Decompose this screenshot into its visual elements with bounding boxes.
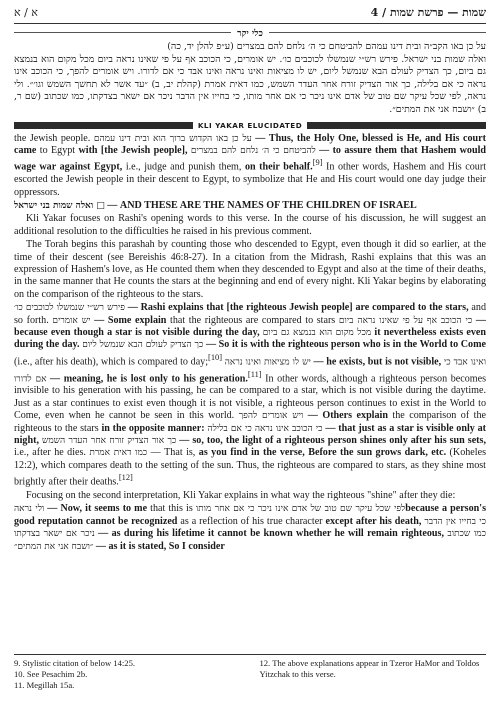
text: In other words, Hashem and His court escorted the Jewish people in their descent to Egypt, to symbolize that He and His court would one day judge their oppressors. (14, 161, 487, 198)
footnotes (14, 654, 486, 691)
text: except after his death, (325, 515, 422, 527)
text: because a person's good reputation cannot be recognized (14, 503, 487, 527)
hebrew-paragraph: על כן באו הקב״ה ובית דינו עמהם להביטחם כי ה׳ נלחם להם במצרים (ע״פ להלן יד, כה) (167, 41, 486, 52)
running-head (14, 6, 486, 24)
hebrew-commentary (14, 41, 486, 117)
text: — Others explain (303, 410, 388, 422)
text: — Now, it seems to me (44, 503, 148, 515)
text: as a reflection of his true character (177, 515, 326, 527)
english-paragraph: Kli Yakar focuses on Rashi's opening words to this verse. In the course of his discussion, he will suggest an additional resolution to the difficulties he raised in his previous comment. (14, 213, 486, 237)
footnotes-left (14, 658, 241, 691)
banner-label: KLI YAKAR ELUCIDATED (197, 120, 303, 130)
text: — Some explain (90, 314, 167, 326)
text: i.e., judge and punish them, (122, 161, 245, 173)
hebrew-quote: לפי שכל עיקר שם טוב של אדם אינו ניכר כי אם אחר מותו (195, 504, 406, 515)
text: — AND THESE ARE THE NAMES OF THE CHILDREN OF ISRAEL (104, 199, 417, 211)
hebrew-quote: כי בחייו אין הדבר ניכר אם ישאר בצדקתו (14, 516, 486, 540)
text: — So it is with the righteous person who is in the World to Come (203, 339, 486, 351)
text: that the righteous are compared to stars (166, 314, 336, 326)
hebrew-quote: יש לו מציאות ואינו נראה (224, 357, 311, 368)
section-label: כלי יקר (237, 29, 263, 39)
hebrew-quote: כי הכוכב אינו נראה כי אם בלילה (207, 423, 323, 434)
text: it nevertheless exists even during the day. (14, 327, 486, 351)
hebrew-quote: ואינו אבד כי אם לדורו (14, 357, 487, 384)
text: and so forth. (14, 302, 486, 326)
footnotes-right (259, 658, 486, 691)
english-heading (14, 200, 486, 212)
hebrew-quote: כך אור הצדיק זורח אחר העדר השמש (41, 435, 177, 446)
banner-bar (14, 122, 193, 129)
section-label-row (14, 24, 486, 41)
text: on their behalf. (244, 161, 313, 173)
divider (14, 32, 231, 33)
text: i.e., after he dies. (14, 447, 86, 459)
text: (i.e., after his death), which is compared to day; (14, 356, 209, 368)
banner-bar (307, 122, 486, 129)
hebrew-quote: כי הכוכב אף על פי שאינו נראה ביום (338, 315, 473, 326)
page (14, 6, 486, 708)
footnote-ref: [9] (312, 158, 323, 168)
footnote-ref: [10] (208, 352, 223, 362)
text: (Koheles 12:2), which compares death to the setting of the sun. Thus, the righteous are compared to stars, as they shine most brightly after their deaths. (14, 447, 486, 488)
hebrew-quote: כמו שכתוב ״ושבח אני את המתים״ (14, 529, 487, 552)
divider (269, 32, 486, 33)
text: — That is, (147, 447, 199, 459)
hebrew-paragraph: ואלה שמות בני ישראל. פירש רש״י שנמשלו לכוכבים כו׳. יש אומרים, כי הכוכב אף על פי שאינו נראה ביום מכל מקום הוא בנמצא גם ביום, כך הצדיק לעולם הבא שנמשל ליום, יש לו מציאות ואינו נראה ואינו אבד כי אם לדורו. ויש אומרים להפך, כי הכוכב אינו נראה כי אם בלילה, כך אור הצדיק זורח אחר העדר השמש, כמו דאית אמרת (קהלת יב, ב) ״עד אשר לא תחשך השמש וגו׳״. ולי נראה, לפי שכל עיקר שם טוב של אדם אינו ניכר כי אם אחר מותו, כי בחייו אין הדבר ניכר אם ישאר בצדקתו, כמו שכתוב (שם ר, ב) ״ושבח אני את המתים״. (14, 53, 486, 115)
footnote-ref: [11] (247, 369, 262, 379)
text: In other words, although a righteous person becomes invisible to his generation with his passing, he can be compared to a star, which is not visible during the daytime. Just as a star continues to exist even though it is not visible, a righteous person continues to exist in the World to Come, even when he cannot be seen in this world. (14, 372, 487, 422)
hebrew-quote: על כן באו הקדוש ברוך הוא ובית דינו עמהם (93, 133, 252, 144)
text: with [the Jewish people], (78, 144, 188, 156)
footnote-ref: [12] (118, 473, 133, 483)
text: the Jewish people. (14, 132, 91, 144)
text: — that just as a star is visible only at night, (14, 422, 487, 446)
text: — to assure them that Hashem would wage war against Egypt, (14, 144, 487, 173)
text: in the opposite manner: (101, 422, 205, 434)
english-paragraph: Focusing on the second interpretation, Kli Yakar explains in what way the righteous "shine" after they die: (26, 489, 456, 501)
english-elucidation (14, 133, 486, 553)
english-paragraph: The Torah begins this parashah by counting those who descended to Egypt, even though it did so earlier, at the time of their descent (see Bereishis 46:8-27). In a citation from the Midrash, Rashi explains that this was an expression of Hashem's love, as He counted them when they descended to Egypt and also at the time of their deaths, in the same manner that He counts the stars at the beginning and end of every night. Kli Yakar begins by elaborating on the comparison of the righteous to the stars. (14, 239, 486, 300)
text: the comparison of the righteous to the stars (14, 410, 487, 434)
hebrew-quote: כמו דאית אמרת (89, 448, 148, 459)
hebrew-quote: יש אומרים (52, 315, 91, 326)
elucidated-banner (14, 121, 486, 130)
text: — Thus, the Holy One, blessed is He, and His court came (14, 132, 486, 156)
hebrew-quote: להביטחם כי ה׳ נלחם להם במצרים (190, 145, 316, 156)
text: — Rashi explains that [the righteous Jewish people] are compared to the stars, (124, 302, 469, 314)
hebrew-quote: □ ואלה שמות בני ישראל (14, 200, 105, 211)
running-head-chapter: א / א (14, 6, 38, 19)
text: — because even though a star is not visible during the day, (14, 314, 486, 339)
english-paragraph (14, 302, 486, 489)
text: to Egypt (36, 144, 79, 156)
english-paragraph (14, 133, 486, 199)
running-head-title: 4 / שמות — פרשת שמות (370, 6, 486, 19)
footnote: 11. Megillah 15a. (14, 680, 75, 690)
hebrew-quote: ולי נראה (14, 504, 45, 515)
text: — so, too, the light of a righteous person shines only after his sun sets, (176, 434, 486, 446)
english-paragraph (14, 503, 486, 553)
text: — as it is stated, So I consider (93, 540, 225, 552)
hebrew-quote: מכל מקום הוא בנמצא גם ביום (262, 328, 372, 339)
text: — he exists, but is not visible, (310, 356, 442, 368)
footnote: 10. See Pesachim 2b. (14, 669, 88, 679)
hebrew-quote: פירש רש״י שנמשלו לכוכבים כו׳ (14, 303, 125, 314)
footnote: 12. The above explanations appear in Tzeror HaMor and Toldos Yitzchak to this verse. (259, 658, 480, 679)
hebrew-quote: כך הצדיק לעולם הבא שנמשל ליום (82, 340, 204, 351)
footnote: 9. Stylistic citation of below 14:25. (14, 658, 136, 668)
hebrew-quote: ויש אומרים להפך (238, 411, 304, 422)
text: that this is (147, 503, 196, 515)
text: — as during his lifetime it cannot be known whether he will remain righteous, (94, 528, 444, 540)
text: — meaning, he is lost only to his generation. (46, 372, 248, 384)
text: as you find in the verse, Before the sun grows dark, etc. (198, 447, 447, 459)
